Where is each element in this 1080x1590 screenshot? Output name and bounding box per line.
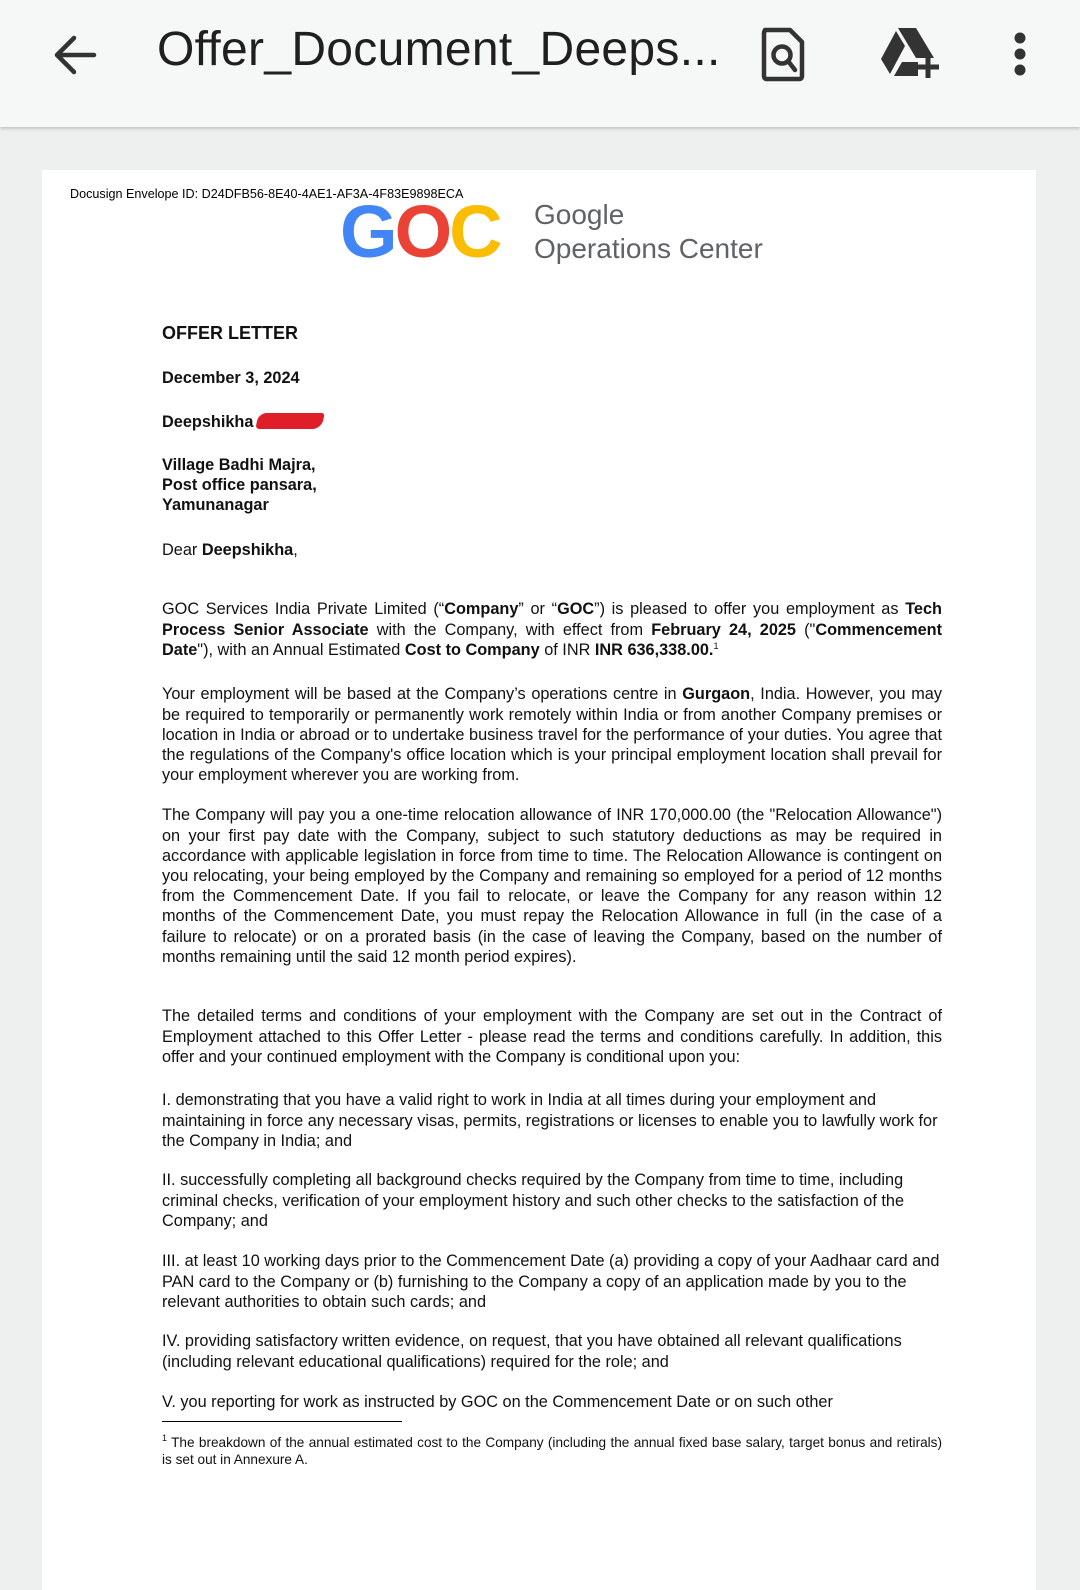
goc-logo xyxy=(340,192,500,272)
more-vertical-icon[interactable] xyxy=(1008,30,1032,80)
recipient-first-name: Deepshikha xyxy=(162,413,254,431)
salutation-prefix: Dear xyxy=(162,541,202,559)
text: with the Company, with effect from xyxy=(368,620,652,639)
address-line: Yamunanagar xyxy=(162,496,269,515)
text: Your employment will be based at the Company’s operations centre in xyxy=(162,685,683,704)
text-bold: Company xyxy=(444,600,519,619)
text: "), with an Annual Estimated xyxy=(197,640,405,659)
condition-item: III. at least 10 working days prior to the Commencement Date (a) providing a copy of your Aadhaar card and PAN card to the Company or (b) furnishing to the Company a copy of an application made by you to the relevant authorities to obtain such cards; and xyxy=(162,1252,940,1311)
paragraph-location xyxy=(162,684,942,785)
document-page xyxy=(42,170,1036,1590)
envelope-id: Docusign Envelope ID: D24DFB56-8E40-4AE1-AF3A-4F83E9898ECA xyxy=(70,187,464,201)
start-date: February 24, 2025 xyxy=(651,620,796,639)
condition-item: V. you reporting for work as instructed by GOC on the Commencement Date or on such other xyxy=(162,1393,833,1412)
text-bold: Cost to Company xyxy=(404,640,540,659)
salutation-name: Deepshikha xyxy=(201,541,294,559)
salutation-suffix: , xyxy=(293,541,298,559)
logo-letter-o: O xyxy=(394,190,450,273)
text: ” or “ xyxy=(518,600,558,619)
drive-add-icon[interactable] xyxy=(880,26,942,80)
condition-item: I. demonstrating that you have a valid right to work in India at all times during your employment and maintaining in force any necessary visas, permits, registrations or licenses to enable you to lawfully work for the Company in India; and xyxy=(162,1091,938,1150)
text: ”) is pleased to offer you employment as xyxy=(594,600,906,619)
logo-letter-c: C xyxy=(449,190,500,273)
text: GOC Services India Private Limited (“ xyxy=(162,600,445,619)
logo-line-2: Operations Center xyxy=(534,233,763,264)
text-bold: Commencement Date xyxy=(162,620,942,659)
paragraph-terms: The detailed terms and conditions of your employment with the Company are set out in the Contract of Employment attached to this Offer Letter - please read the terms and conditions carefully. In addition, this offer and your continued employment with the Company is conditional upon you: xyxy=(162,1007,942,1066)
text: , India. However, you may be required to temporarily or permanently work remotely within India or from another Company premises or location in India or abroad or to undertake business travel for the performance of your duties. You agree that the regulations of the Company's office location which is your principal employment location shall prevail for your employment wherever you are working from. xyxy=(162,685,942,785)
condition-item: IV. providing satisfactory written evidence, on request, that you have obtained all relevant qualifications (including relevant educational qualifications) required for the role; and xyxy=(162,1332,902,1371)
footnote-text: The breakdown of the annual estimated cost to the Company (including the annual fixed base salary, target bonus and retirals) is set out in Annexure A. xyxy=(162,1435,942,1467)
footnote-ref[interactable]: 1 xyxy=(713,640,719,651)
app-bar xyxy=(0,0,1080,127)
condition-item: II. successfully completing all background checks required by the Company from time to time, including criminal checks, verification of your employment history and such other checks to the satisfaction of the Company; and xyxy=(162,1171,905,1230)
text: (" xyxy=(795,620,816,639)
document-title: Offer_Document_Deeps... xyxy=(157,23,721,76)
text-bold: GOC xyxy=(557,600,595,619)
logo-text xyxy=(534,198,763,266)
job-title: Tech Process Senior Associate xyxy=(162,600,942,639)
ctc-amount: INR 636,338.00. xyxy=(594,640,714,659)
letter-heading: OFFER LETTER xyxy=(162,323,298,343)
logo-letter-g: G xyxy=(340,190,395,273)
work-location: Gurgaon xyxy=(682,685,751,704)
recipient-address xyxy=(162,455,942,516)
address-line: Post office pansara, xyxy=(162,476,317,495)
letter-date: December 3, 2024 xyxy=(162,369,300,387)
find-in-page-icon[interactable] xyxy=(760,26,806,82)
paragraph-relocation: The Company will pay you a one-time relocation allowance of INR 170,000.00 (the "Relocation Allowance") on your first pay date with the Company, subject to such statutory deductions as may be required in accordance with applicable legislation in force from time to time. The Relocation Allowance is contingent on you relocating, your being employed by the Company and remaining so employed for a period of 12 months from the Commencement Date. If you fail to relocate, or leave the Company for any reason within 12 months of the Commencement Date, you must repay the Relocation Allowance in full (in the case of a failure to relocate) or on a prorated basis (in the case of leaving the Company, based on the number of months remaining until the said 12 month period expires). xyxy=(162,806,942,966)
text: of INR xyxy=(539,640,595,659)
footnote-number: 1 xyxy=(162,1433,168,1443)
recipient-name xyxy=(162,412,942,432)
footnote-divider xyxy=(162,1421,402,1422)
footnote xyxy=(162,1434,942,1468)
logo-line-1: Google xyxy=(534,199,625,230)
paragraph-offer xyxy=(162,599,942,660)
address-line: Village Badhi Majra, xyxy=(162,456,316,474)
redaction-mark xyxy=(256,413,325,429)
salutation xyxy=(162,540,942,560)
back-arrow-icon[interactable] xyxy=(50,30,100,80)
